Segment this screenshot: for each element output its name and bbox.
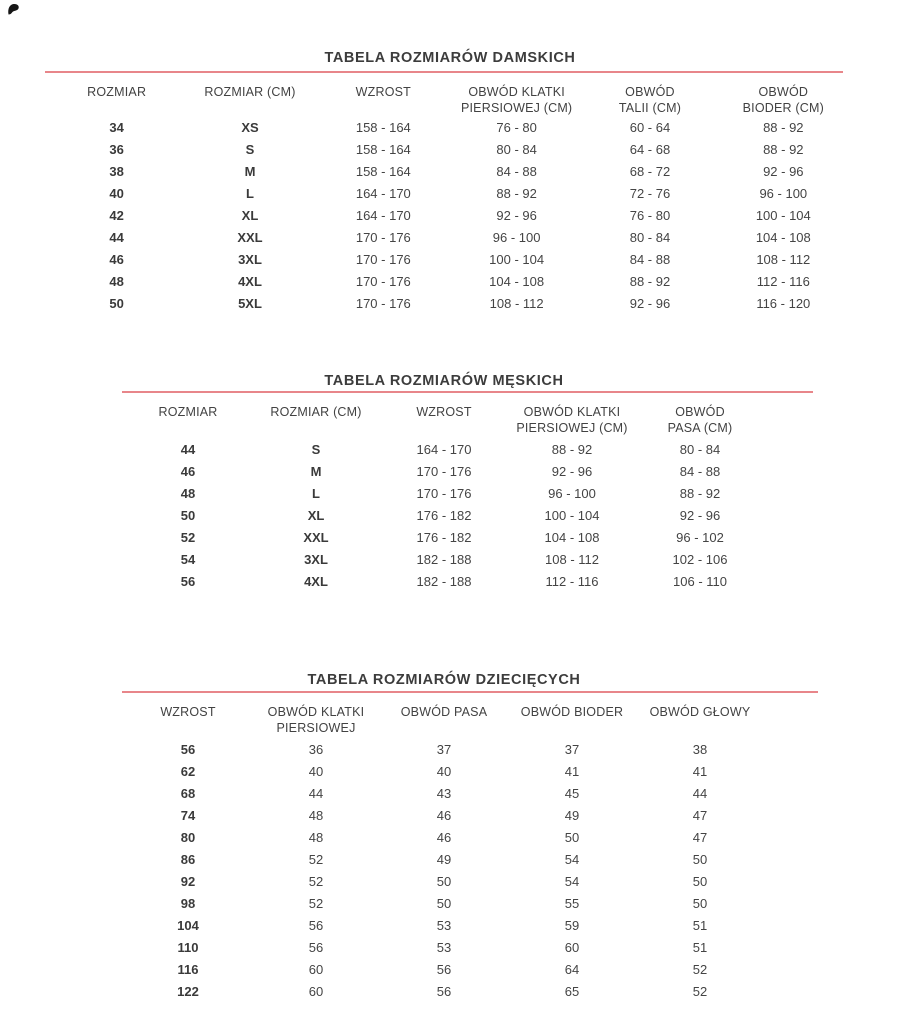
table-cell: 170 - 176 [355,252,411,267]
table-cell: 68 [180,786,196,801]
table-cell: M [244,164,256,179]
table-row [50,249,850,271]
column-header: OBWÓD PASA (CM) [667,405,733,435]
table-cell: 5XL [238,296,262,311]
table-cell: L [312,486,320,501]
table-row [124,571,764,593]
table-cell: 36 [308,742,324,757]
table-cell: 104 - 108 [755,230,811,245]
table-cell: S [311,442,321,457]
table-cell: 170 - 176 [416,464,472,479]
table-cell: XXL [303,530,329,545]
table-cell: 88 - 92 [679,486,721,501]
table-row [124,849,764,871]
table-cell: 104 - 108 [544,530,600,545]
table-cell: XXL [237,230,263,245]
table-cell: 76 - 80 [629,208,671,223]
table-cell: XL [241,208,259,223]
table-cell: 56 [436,962,452,977]
table-row [124,439,764,461]
table-row [124,805,764,827]
table-cell: 108 - 112 [489,296,544,311]
table-cell: 48 [308,830,324,845]
table-cell: 54 [564,852,580,867]
table-row [124,527,764,549]
divider-line [45,71,843,73]
column-header: OBWÓD KLATKI PIERSIOWEJ (CM) [460,85,573,115]
table-cell: 60 [564,940,580,955]
table-cell: 48 [180,486,196,501]
table-cell: 100 - 104 [544,508,600,523]
table-cell: 74 [180,808,196,823]
table-cell: 92 - 96 [679,508,721,523]
table-cell: 170 - 176 [355,274,411,289]
table-cell: 36 [109,142,124,157]
table-cell: 56 [308,940,324,955]
table-row [50,161,850,183]
table-cell: 80 - 84 [679,442,721,457]
table-cell: 59 [564,918,580,933]
table-cell: 104 [177,918,199,933]
table-row [50,183,850,205]
table-cell: 48 [308,808,324,823]
table-cell: 52 [692,984,708,999]
table-cell: L [246,186,254,201]
table-cell: 80 [180,830,196,845]
table-cell: 84 - 88 [496,164,537,179]
table-cell: 96 - 100 [492,230,541,245]
table-row [124,915,764,937]
table-cell: 92 - 96 [496,208,537,223]
table-cell: 41 [564,764,580,779]
table-cell: 50 [692,852,708,867]
table-row [124,483,764,505]
column-header: OBWÓD TALII (CM) [618,85,682,115]
column-header: WZROST [355,85,411,99]
column-header: ROZMIAR [87,85,147,99]
column-header: OBWÓD KLATKI PIERSIOWEJ [267,705,365,735]
table-cell: 112 - 116 [545,574,599,589]
table-cell: 53 [436,940,452,955]
column-header: ROZMIAR [158,405,218,419]
table-row [124,783,764,805]
divider-line [122,391,813,393]
table-cell: 54 [564,874,580,889]
table-cell: 44 [308,786,324,801]
column-header: OBWÓD BIODER (CM) [742,85,824,115]
table-cell: 54 [180,552,196,567]
table-cell: 46 [436,808,452,823]
table-cell: 170 - 176 [416,486,472,501]
table-cell: 72 - 76 [629,186,671,201]
table-cell: 170 - 176 [355,296,411,311]
table-cell: 37 [436,742,452,757]
table-row [50,271,850,293]
table-cell: 37 [564,742,580,757]
table-cell: 84 - 88 [679,464,721,479]
table-row [124,959,764,981]
table-cell: 41 [692,764,708,779]
table-cell: 3XL [238,252,262,267]
table-cell: 176 - 182 [416,530,472,545]
table-cell: 40 [308,764,324,779]
table-cell: 50 [564,830,580,845]
table-cell: 44 [109,230,124,245]
table-cell: 40 [436,764,452,779]
table-row [124,827,764,849]
table-cell: 52 [308,852,324,867]
table-cell: 100 - 104 [489,252,545,267]
table-title-men: TABELA ROZMIARÓW MĘSKICH [324,373,564,390]
table-row [124,871,764,893]
table-cell: 42 [109,208,124,223]
column-header: WZROST [160,705,216,719]
table-row [50,117,850,139]
table-cell: 3XL [304,552,328,567]
table-title-children: TABELA ROZMIARÓW DZIECIĘCYCH [307,672,581,689]
table-cell: 46 [436,830,452,845]
table-cell: 34 [109,120,124,135]
table-header-row [50,84,850,116]
table-cell: 50 [180,508,196,523]
table-cell: 106 - 110 [673,574,727,589]
table-cell: 92 - 96 [551,464,593,479]
table-cell: XL [307,508,325,523]
table-cell: 38 [109,164,124,179]
table-cell: 158 - 164 [355,164,411,179]
table-cell: 88 - 92 [763,120,804,135]
divider-line [122,691,818,693]
table-cell: 182 - 188 [416,574,472,589]
table-cell: 55 [564,896,580,911]
table-cell: 43 [436,786,452,801]
table-cell: 50 [109,296,124,311]
table-cell: 80 - 84 [496,142,537,157]
table-cell: 52 [180,530,196,545]
table-cell: 4XL [304,574,328,589]
table-cell: 92 [180,874,196,889]
table-cell: 108 - 112 [756,252,811,267]
table-cell: 50 [436,874,452,889]
table-header-row [124,404,764,436]
table-cell: 60 [308,962,324,977]
column-header: OBWÓD KLATKI PIERSIOWEJ (CM) [516,405,628,435]
table-cell: 64 - 68 [629,142,671,157]
table-cell: 56 [436,984,452,999]
table-cell: 96 - 100 [548,486,596,501]
table-cell: 52 [692,962,708,977]
table-cell: 158 - 164 [355,120,411,135]
table-cell: 92 - 96 [629,296,671,311]
table-row [124,981,764,1003]
table-cell: 51 [692,918,708,933]
table-cell: 38 [692,742,708,757]
table-cell: 100 - 104 [755,208,811,223]
table-cell: 56 [308,918,324,933]
column-header: WZROST [416,405,472,419]
table-row [124,505,764,527]
table-cell: M [310,464,322,479]
table-cell: 60 - 64 [629,120,671,135]
table-cell: 112 - 116 [756,274,810,289]
table-cell: 182 - 188 [416,552,472,567]
table-cell: 158 - 164 [355,142,411,157]
table-cell: 50 [692,896,708,911]
table-cell: 170 - 176 [355,230,411,245]
column-header: OBWÓD BIODER [520,705,624,719]
table-cell: 88 - 92 [763,142,804,157]
table-cell: 52 [308,874,324,889]
table-header-row [124,704,764,736]
table-cell: 52 [308,896,324,911]
table-cell: 51 [692,940,708,955]
table-cell: 164 - 170 [416,442,472,457]
table-cell: 68 - 72 [629,164,671,179]
table-cell: 88 - 92 [496,186,537,201]
table-cell: 96 - 102 [676,530,724,545]
table-body [124,739,764,1003]
table-cell: 98 [180,896,196,911]
table-row [50,227,850,249]
table-cell: 122 [177,984,199,999]
table-cell: 88 - 92 [629,274,671,289]
column-header: ROZMIAR (CM) [270,405,362,419]
table-cell: 104 - 108 [489,274,545,289]
table-cell: 96 - 100 [759,186,808,201]
table-cell: 50 [692,874,708,889]
table-cell: 47 [692,808,708,823]
table-cell: 46 [109,252,124,267]
table-row [124,461,764,483]
table-cell: 86 [180,852,196,867]
table-cell: S [245,142,255,157]
table-cell: 49 [564,808,580,823]
table-cell: 164 - 170 [355,208,411,223]
table-cell: 49 [436,852,452,867]
table-cell: 76 - 80 [496,120,537,135]
column-header: ROZMIAR (CM) [204,85,296,99]
table-cell: XS [241,120,259,135]
table-cell: 56 [180,742,196,757]
ink-mark-artifact [7,3,21,16]
table-cell: 4XL [238,274,262,289]
table-cell: 62 [180,764,196,779]
table-cell: 102 - 106 [672,552,728,567]
table-cell: 46 [180,464,196,479]
table-cell: 60 [308,984,324,999]
table-cell: 88 - 92 [551,442,593,457]
table-row [124,761,764,783]
table-row [124,739,764,761]
table-title-women: TABELA ROZMIARÓW DAMSKICH [324,50,576,67]
table-cell: 44 [692,786,708,801]
table-cell: 65 [564,984,580,999]
table-body [50,117,850,315]
table-cell: 116 [177,962,199,977]
table-cell: 53 [436,918,452,933]
table-cell: 116 - 120 [756,296,811,311]
table-cell: 47 [692,830,708,845]
table-cell: 48 [109,274,124,289]
table-cell: 80 - 84 [629,230,671,245]
table-cell: 164 - 170 [355,186,411,201]
table-cell: 56 [180,574,196,589]
table-cell: 50 [436,896,452,911]
table-row [124,549,764,571]
table-cell: 64 [564,962,580,977]
column-header: OBWÓD GŁOWY [649,705,751,719]
table-body [124,439,764,593]
table-row [50,205,850,227]
table-row [50,293,850,315]
table-cell: 40 [109,186,124,201]
column-header: OBWÓD PASA [400,705,488,719]
table-cell: 45 [564,786,580,801]
table-cell: 92 - 96 [763,164,804,179]
table-cell: 108 - 112 [545,552,599,567]
table-row [124,893,764,915]
table-cell: 110 [177,940,199,955]
table-row [124,937,764,959]
table-row [50,139,850,161]
table-cell: 176 - 182 [416,508,472,523]
table-cell: 44 [180,442,196,457]
table-cell: 84 - 88 [629,252,671,267]
